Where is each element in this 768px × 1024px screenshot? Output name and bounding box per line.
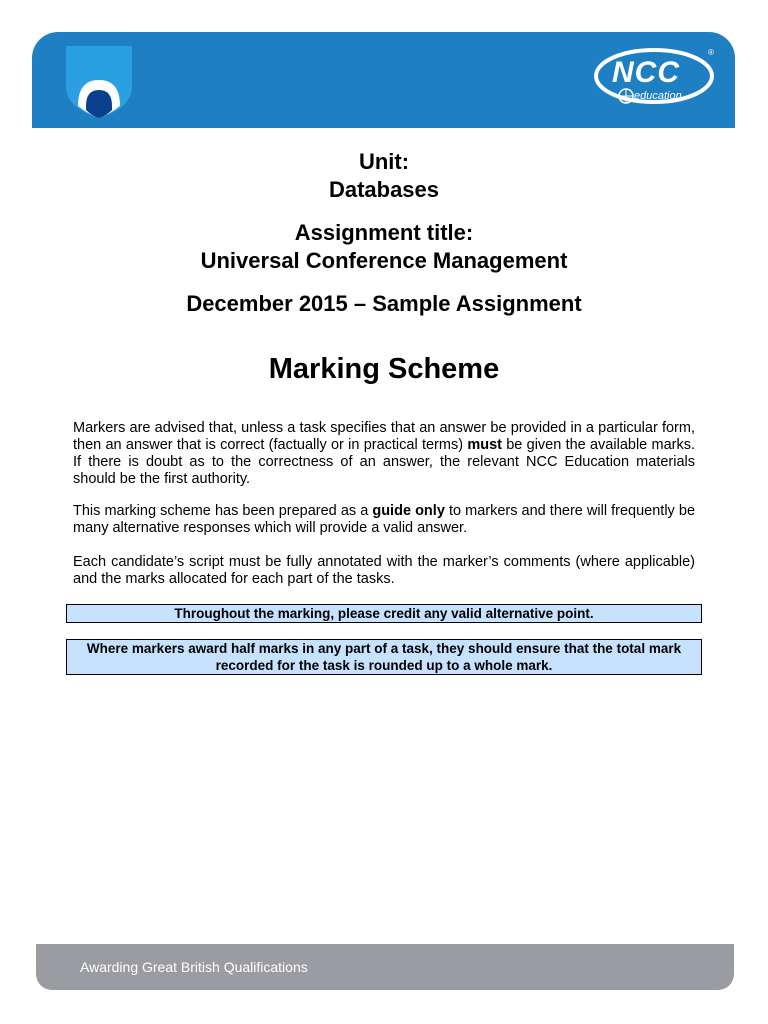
- para1-text-b: be given the available marks. If there is doubt as to the correctness of an answer, the relevant NCC Education materials should be the first authority.: [73, 437, 696, 487]
- unit-label: Unit:: [358, 149, 410, 174]
- assignment-value: Universal Conference Management: [200, 248, 568, 273]
- date-line: December 2015 – Sample Assignment: [186, 291, 582, 316]
- assignment-label: Assignment title:: [294, 220, 474, 245]
- scheme-title: Marking Scheme: [268, 353, 500, 385]
- para2-text-a: This marking scheme has been prepared as a: [73, 503, 373, 519]
- footer-tagline: Awarding Great British Qualifications: [80, 959, 308, 975]
- ncc-logo: [592, 46, 722, 112]
- paragraph-annotation: Each candidate’s script must be fully annotated with the marker’s comments (where applicable) and the marks allocated for each part of the tasks.: [73, 554, 695, 587]
- assignment-block: [0, 219, 768, 275]
- para1-text-a: Markers are advised that, unless a task specifies that an answer be provided in a particular form, then an answer that is correct (factually or in practical terms): [73, 420, 695, 453]
- paragraph-authority: [73, 420, 695, 488]
- unit-block: [0, 148, 768, 204]
- ncc-logo-subtext: education: [634, 90, 682, 102]
- footer-band: [36, 944, 734, 990]
- paragraph-guide: [73, 503, 695, 537]
- unit-value: Databases: [328, 177, 440, 202]
- para1-bold: must: [467, 437, 502, 453]
- header-banner: [32, 32, 735, 128]
- ncc-logo-text: NCC: [612, 56, 680, 89]
- notice-half-marks: Where markers award half marks in any part of a task, they should ensure that the total mark recorded for the task is rounded up to a whole mark.: [66, 639, 702, 675]
- registered-mark: ®: [708, 48, 714, 57]
- para2-bold: guide only: [372, 503, 445, 519]
- para2-text-b: to markers and there will frequently be many alternative responses which will provide a valid answer.: [73, 503, 696, 536]
- notice-credit-alternatives: Throughout the marking, please credit any valid alternative point.: [66, 604, 702, 623]
- shield-logo: [66, 46, 132, 118]
